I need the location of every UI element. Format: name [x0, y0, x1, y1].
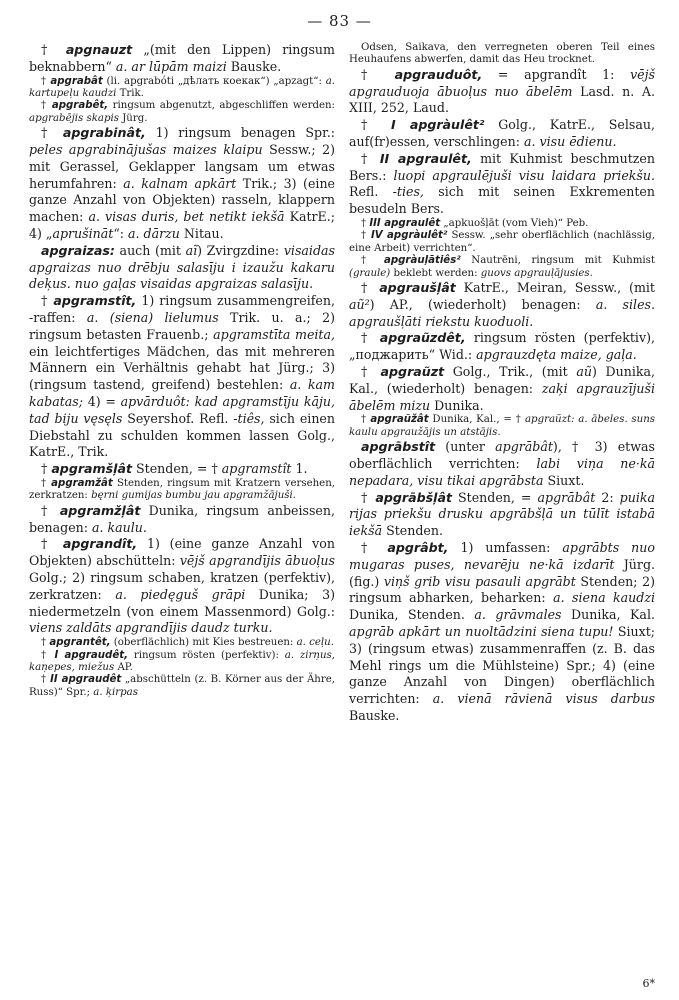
dictionary-entry: † apgramžļât Dunika, ringsum anbeissen, benagen: a. kaulu. [29, 502, 335, 535]
dictionary-entry: Odsen, Saikava, den verregneten oberen Teil eines Heuhaufens abwerfen, damit das Heu trocknet. [349, 42, 655, 66]
dictionary-entry: † III apgraulêt „apkuošļāt (vom Vieh)“ Peb. [361, 217, 589, 229]
dictionary-entry: † apgrâbt, 1) umfassen: apgrābts nuo mugaras puses, nevarēju ne·kā izdarīt Jürg. (fig.) viņš grib visu pasauli apgrābt Stenden; 2) ringsum abharken, beharken: a. siena kaudzi Dunika, Stenden. a. grāvmales Dunika, Kal. apgrāb apkārt un nuoltādzini siena tupu! Siuxt; 3) (ringsum etwas) zusammenraffen (z. B. das Mehl rings um die Mühlsteine) Spr.; 4) (eine ganze Anzahl von Dingen) oberflächlich verrichten: a. vienā rāvienā visus darbus Bauske. [349, 539, 656, 723]
right-column [349, 42, 655, 725]
dictionary-entry: † apgrabinât, 1) ringsum benagen Spr.: peles apgrabinājušas maizes klaipu Sessw.; 2) mit Gerassel, Geklapper langsam um etwas herumfahren: a. kalnam apkārt Trik.; 3) (eine ganze Anzahl von Objekten) rasseln, klappern machen: a. visas duris, bet netikt iekšā KatrE.; 4) „aprušināt“: a. dārzu Nitau. [29, 125, 336, 241]
page-number: — 83 — [307, 12, 372, 30]
dictionary-entry: † apgramstît, 1) ringsum zusammengreifen, -raffen: a. (siena) lielumus Trik. u. a.; 2) ringsum betasten Frauenb.; apgramstīta meita, ein leichtfertiges Mädchen, das mit mehreren Männern ein Verhältnis gehabt hat Jürg.; 3) (ringsum tastend, greifend) bestehlen: a. kam kabatas; 4) = apvārduôt: kad apgramstīju kāju, tad biju vęsęls Seyershof. Refl. -tiês, sich einen Diebstahl zu schulden kommen lassen Golg., KatrE., Trik. [29, 293, 335, 460]
dictionary-entry: † I apgràulêt² Golg., KatrE., Selsau, auf(fr)essen, verschlingen: a. visu ēdienu. [349, 117, 655, 149]
dictionary-entry: † II apgraulêt, mit Kuhmist beschmutzen Bers.: luopi apgraulējuši visu laidara priekšu. Refl. -ties, sich mit seinen Exkrementen besudeln Bers. [349, 150, 655, 217]
dictionary-entry: † apgraũzt Golg., Trik., (mit aũ) Dunika, Kal., (wiederholt) benagen: zaķi apgrauzījuši ābelēm mizu Dunika. [349, 364, 656, 413]
dictionary-entry: † II apgraudêt „abschütteln (z. B. Körner aus der Ähre, Russ)“ Spr.; a. ķirpas [29, 674, 335, 698]
dictionary-entry: † apgrabât (li. apgrabóti „дѣлать коекак“) „apzagt“: a. kartupeļu kaudzi Trik. [29, 75, 335, 99]
dictionary-entry: † apgraušļât KatrE., Meiran, Sessw., (mit aũ²) AP., (wiederholt) benagen: a. siles. apgraušļāti riekstu kuoduoli. [349, 280, 655, 329]
dictionary-entry: † apgrantêt, (oberflächlich) mit Kies bestreuen: a. ceļu. [41, 637, 334, 649]
dictionary-entry: † apgrandît, 1) (eine ganze Anzahl von Objekten) abschütteln: vējš apgrandījis ābuoļus Golg.; 2) ringsum schaben, kratzen (perfektiv), zerkratzen: a. piedęguš grāpi Dunika; 3) niedermetzeln (von einem Massenmord) Golg.: viens zaldāts apgrandījis daudz turku. [29, 536, 335, 636]
dictionary-entry: † I apgraudêt, ringsum rösten (perfektiv): a. zirņus, kaņepes, miežus AP. [29, 649, 335, 673]
dictionary-entry: apgraizas: auch (mit aĩ) Zvirgzdine: visaidas apgraizas nuo drēbju salasīju i izaužu kakaru deķus. nuo gaļas visaidas apgraizas salasīju. [29, 242, 335, 292]
dictionary-entry: † apgràuļātiês² Nautrēni, ringsum mit Kuhmist (graule) beklebt werden: guovs apgrauļājusies. [349, 255, 655, 279]
dictionary-entry: † apgrābšļât Stenden, = apgrābât 2: puika rijas priekšu drusku apgrābšļā un tūlīt istabā iekšā Stenden. [349, 489, 655, 539]
dictionary-entry: † apgrabêt, ringsum abgenutzt, abgeschliffen werden: apgrabējis skapis Jürg. [29, 100, 335, 124]
dictionary-entry: † apgraũzdêt, ringsum rösten (perfektiv), „поджарить“ Wid.: apgrauzdęta maize, gaļa. [349, 330, 655, 363]
dictionary-entry: † apgraũžât Dunika, Kal., = † apgraũzt: a. ābeles. suns kaulu apgraužājis un atstājis. [349, 414, 656, 438]
left-column [29, 42, 335, 699]
dictionary-entry: † apgramžât Stenden, ringsum mit Kratzern versehen, zerkratzen: bęrni gumijas bumbu jau apgramžājuši. [29, 477, 335, 502]
dictionary-entry: † apgramšļât Stenden, = † apgramstît 1. [41, 461, 308, 477]
dictionary-entry: † IV apgràulêt² Sessw. „sehr oberflächlich (nachlässig, eine Arbeit) verrichten“. [349, 230, 655, 254]
dictionary-entry: † apgnauzt „(mit den Lippen) ringsum beknabbern“ a. ar lūpām maizi Bauske. [29, 42, 335, 74]
dictionary-entry: † apgrauduôt, = apgrandît 1: vējš apgrauduoja ābuoļus nuo ābelēm Lasd. n. A. XIII, 252, Laud. [349, 66, 655, 116]
printer-signature: 6* [642, 977, 655, 990]
dictionary-entry: apgrābstît (unter apgrābât), † 3) etwas oberflächlich verrichten: labi viņa ne·kā nepadara, visu tikai apgrābsta Siuxt. [349, 439, 655, 488]
